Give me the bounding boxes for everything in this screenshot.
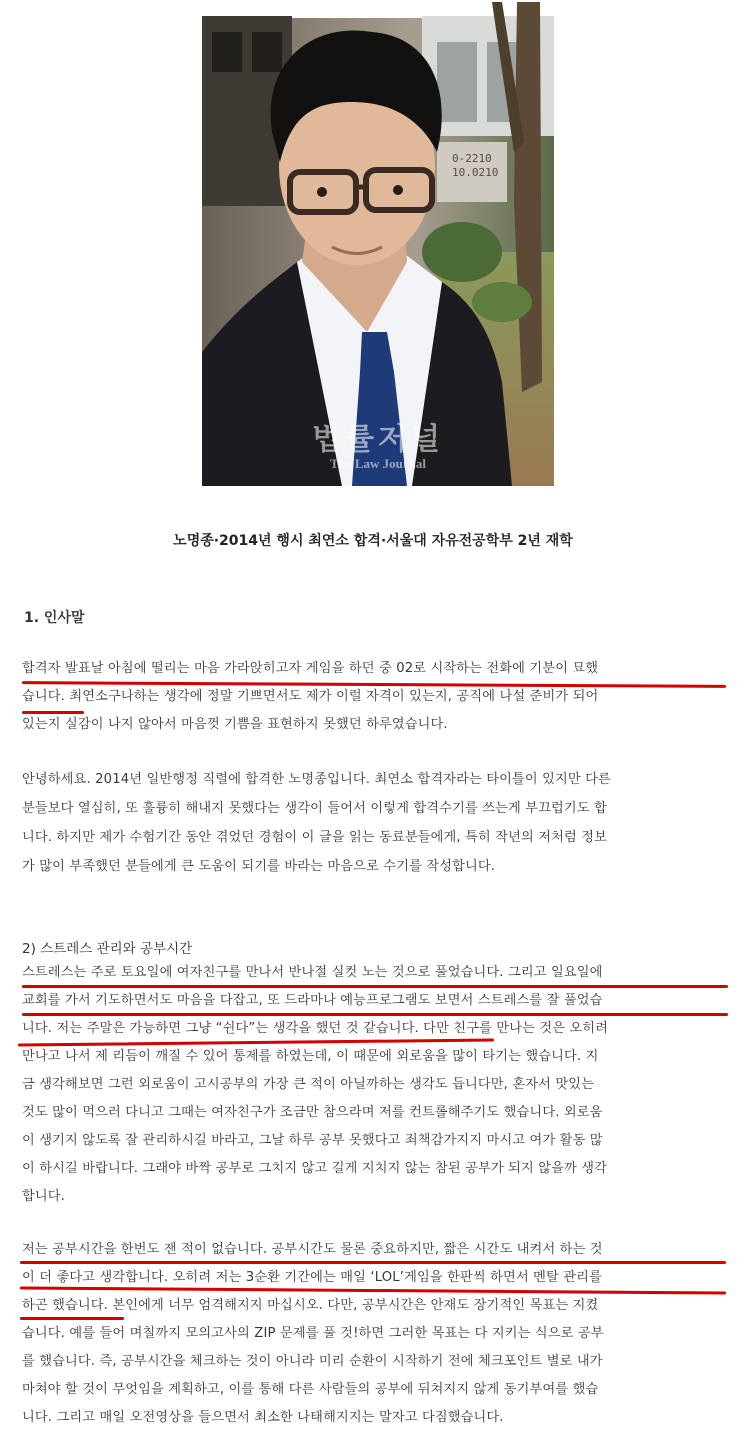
text-line: 니다. 그리고 매일 오전영상을 들으면서 최소한 나태해지지는 말자고 다짐했습니다.: [22, 1410, 504, 1425]
photo-caption: 노명종·2014년 행시 최연소 합격·서울대 자유전공학부 2년 재학: [173, 533, 573, 549]
text-line: 를 했습니다. 즉, 공부시간을 체크하는 것이 아니라 미리 순환이 시작하기 전에 체크포인트 별로 내가: [22, 1354, 603, 1369]
text-line: 있는지 실감이 나지 않아서 마음껏 기쁨을 표현하지 못했던 하루였습니다.: [22, 717, 448, 732]
sign-line-2: 10.0210: [452, 166, 499, 179]
red-underline: [22, 985, 728, 988]
text-line: 니다. 저는 주말은 가능하면 그냥 “쉰다”는 생각을 했던 것 같습니다. 다만 친구를 만나는 것은 오히려: [22, 1021, 609, 1036]
text-line: 이 하시길 바랍니다. 그래야 바짝 공부로 그치지 않고 길게 지치지 않는 참된 공부가 되지 않을까 생각: [22, 1161, 608, 1176]
text-line: 하곤 했습니다. 본인에게 너무 엄격해지지 마십시오. 다만, 공부시간은 안재도 장기적인 목표는 지켰: [22, 1298, 599, 1313]
sign-text: [452, 152, 498, 180]
red-underline: [20, 1317, 124, 1320]
text-line: 만나고 나서 제 리듬이 깨질 수 있어 통제를 하였는데, 이 때문에 외로움을 많이 타기는 했습니다. 지: [22, 1049, 599, 1064]
text-line: 합니다.: [22, 1189, 66, 1204]
text-line: 안녕하세요. 2014년 일반행정 직렬에 합격한 노명종입니다. 최연소 합격자라는 타이틀이 있지만 다른: [22, 772, 611, 787]
watermark-main: 법률저널: [312, 422, 444, 457]
section-1-paragraph-2: [22, 770, 734, 880]
red-underline: [22, 1013, 728, 1016]
text-line: 것도 많이 먹으러 다니고 그때는 여자친구가 조금만 참으라며 저를 컨트롤해주기도 했습니다. 외로움: [22, 1105, 603, 1120]
text-line: 니다. 하지만 제가 수험기간 동안 겪었던 경험이 이 글을 읽는 동료분들에게, 특히 작년의 저처럼 정보: [22, 830, 608, 845]
section-1-heading: 1. 인사말: [24, 610, 85, 626]
watermark-sub: The Law Journal: [329, 456, 427, 471]
red-underline: [22, 711, 84, 714]
text-line: 금 생각해보면 그런 외로움이 고시공부의 가장 큰 적이 아닐까하는 생각도 듭니다만, 혼자서 맛있는: [22, 1077, 595, 1092]
portrait-photo: [202, 2, 554, 486]
text-line: 스트레스는 주로 토요일에 여자친구를 만나서 반나절 실컷 노는 것으로 풀었습니다. 그리고 일요일에: [22, 965, 603, 980]
text-line: 저는 공부시간을 한번도 잰 적이 없습니다. 공부시간도 물론 중요하지만, 짧은 시간도 내켜서 하는 것: [22, 1242, 603, 1257]
section-2-paragraph-2: [22, 1240, 734, 1430]
text-line: 가 많이 부족했던 분들에게 큰 도움이 되기를 바라는 마음으로 수기를 작성합니다.: [22, 859, 496, 874]
text-line: 습니다. 예를 들어 며칠까지 모의고사의 ZIP 문제를 풀 것!하면 그러한 목표는 다 지키는 식으로 공부: [22, 1326, 604, 1341]
text-line: 마쳐야 할 것이 무엇임을 계획하고, 이를 통해 다른 사람들의 공부에 뒤쳐지지 않게 동기부여를 했습: [22, 1382, 599, 1397]
text-line: 이 더 좋다고 생각합니다. 오히려 저는 3순환 기간에는 매일 ‘LOL’게임을 한판씩 하면서 멘탈 관리를: [22, 1270, 602, 1285]
text-line: 분들보다 열심히, 또 훌륭히 해내지 못했다는 생각이 들어서 이렇게 합격수기를 쓰는게 부끄럽기도 합: [22, 801, 607, 816]
sign-line-1: 0-2210: [452, 152, 492, 165]
watermark: [202, 414, 554, 472]
text-line: 합격자 발표날 아침에 떨리는 마음 가라앉히고자 게임을 하던 중 02로 시작하는 전화에 기분이 묘했: [22, 661, 599, 676]
red-underline: [20, 1261, 726, 1264]
section-1-paragraph-1: [22, 659, 734, 739]
text-line: 이 생기지 않도록 잘 관리하시길 바라고, 그날 하루 공부 못했다고 죄책감가지지 마시고 여가 활동 많: [22, 1133, 603, 1148]
section-2-heading: 2) 스트레스 관리와 공부시간: [22, 941, 193, 957]
section-2-paragraph-1: [22, 963, 734, 1203]
red-underline: [18, 1039, 494, 1047]
text-line: 교회를 가서 기도하면서도 마음을 다잡고, 또 드라마나 예능프로그램도 보면서 스트레스를 잘 풀었습: [22, 993, 603, 1008]
text-line: 습니다. 최연소구나하는 생각에 정말 기쁘면서도 제가 이럴 자격이 있는지, 공직에 나설 준비가 되어: [22, 689, 599, 704]
